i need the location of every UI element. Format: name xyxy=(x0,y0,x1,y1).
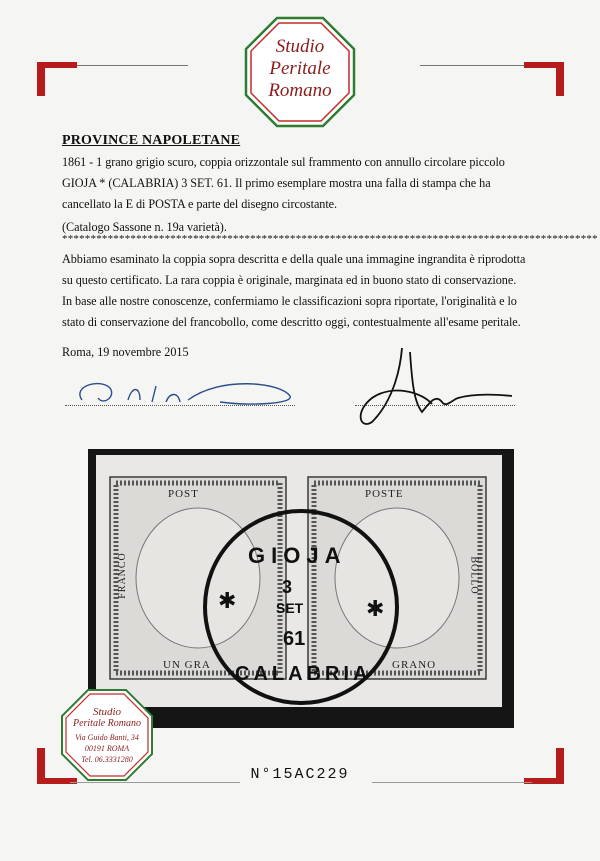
left-stamp-top-label: POST xyxy=(168,488,199,500)
left-stamp-bottom-label: UN GRA xyxy=(163,659,211,671)
postmark-top-text: GIOJA xyxy=(248,543,347,568)
corner-bracket-top-left xyxy=(37,58,81,98)
signature-left xyxy=(70,372,310,412)
description-line-4: (Catalogo Sassone n. 19a varietà). xyxy=(62,220,227,234)
small-seal-line-1: Studio xyxy=(92,706,122,718)
statement-line-2: su questo certificato. La rara coppia è originale, marginata ed in buono stato di conservazione. xyxy=(62,273,517,287)
left-stamp-side-label: FRANCO xyxy=(116,552,128,599)
certificate-number: N°15AC229 xyxy=(250,766,350,783)
postmark-date-month: SET xyxy=(276,600,304,616)
seal-line-2: Peritale xyxy=(269,58,331,79)
small-seal-line-4: 00191 ROMA xyxy=(84,744,130,753)
right-stamp-top-label: POSTE xyxy=(365,488,404,500)
description-line-3: cancellato la E di POSTA e parte del disegno circostante. xyxy=(62,197,338,211)
postmark-year: 61 xyxy=(283,628,306,650)
postmark-date-day: 3 xyxy=(282,577,293,597)
right-stamp-side-label: BOLLO xyxy=(468,556,480,595)
statement-line-4: stato di conservazione del francobollo, come descritto oggi, contestualmente all'esame peritale. xyxy=(62,315,521,329)
corner-bracket-top-right xyxy=(520,58,564,98)
seal-line-3: Romano xyxy=(268,80,332,101)
separator-stars: ********************************************************************************************** xyxy=(62,233,598,245)
postmark-star-right: ✱ xyxy=(366,596,385,621)
description-line-1: 1861 - 1 grano grigio scuro, coppia orizzontale sul frammento con annullo circolare piccolo xyxy=(62,155,505,169)
small-seal-line-2: Peritale Romano xyxy=(72,718,142,729)
small-seal-line-3: Via Guido Banti, 34 xyxy=(75,733,139,742)
certificate-heading: PROVINCE NAPOLETANE xyxy=(62,133,241,148)
signature-right xyxy=(352,342,522,432)
statement-line-1: Abbiamo esaminato la coppia sopra descritta e della quale una immagine ingrandita è riprodotta xyxy=(62,252,526,266)
statement-line-3: In base alle nostre conoscenze, confermiamo le classificazioni sopra riportate, l'originalità e lo xyxy=(62,294,517,308)
seal-line-1: Studio xyxy=(275,36,325,57)
postmark-star-left: ✱ xyxy=(218,588,237,613)
description-line-2: GIOJA * (CALABRIA) 3 SET. 61. Il primo esemplare mostra una falla di stampa che ha xyxy=(62,176,491,190)
right-stamp-bottom-label: GRANO xyxy=(392,659,437,671)
small-seal-line-5: Tel. 06.3331280 xyxy=(81,755,133,764)
certificate-date: Roma, 19 novembre 2015 xyxy=(62,345,189,359)
postmark-bottom-text: CALABRIA xyxy=(235,663,372,685)
bottom-rule-right xyxy=(372,782,532,783)
